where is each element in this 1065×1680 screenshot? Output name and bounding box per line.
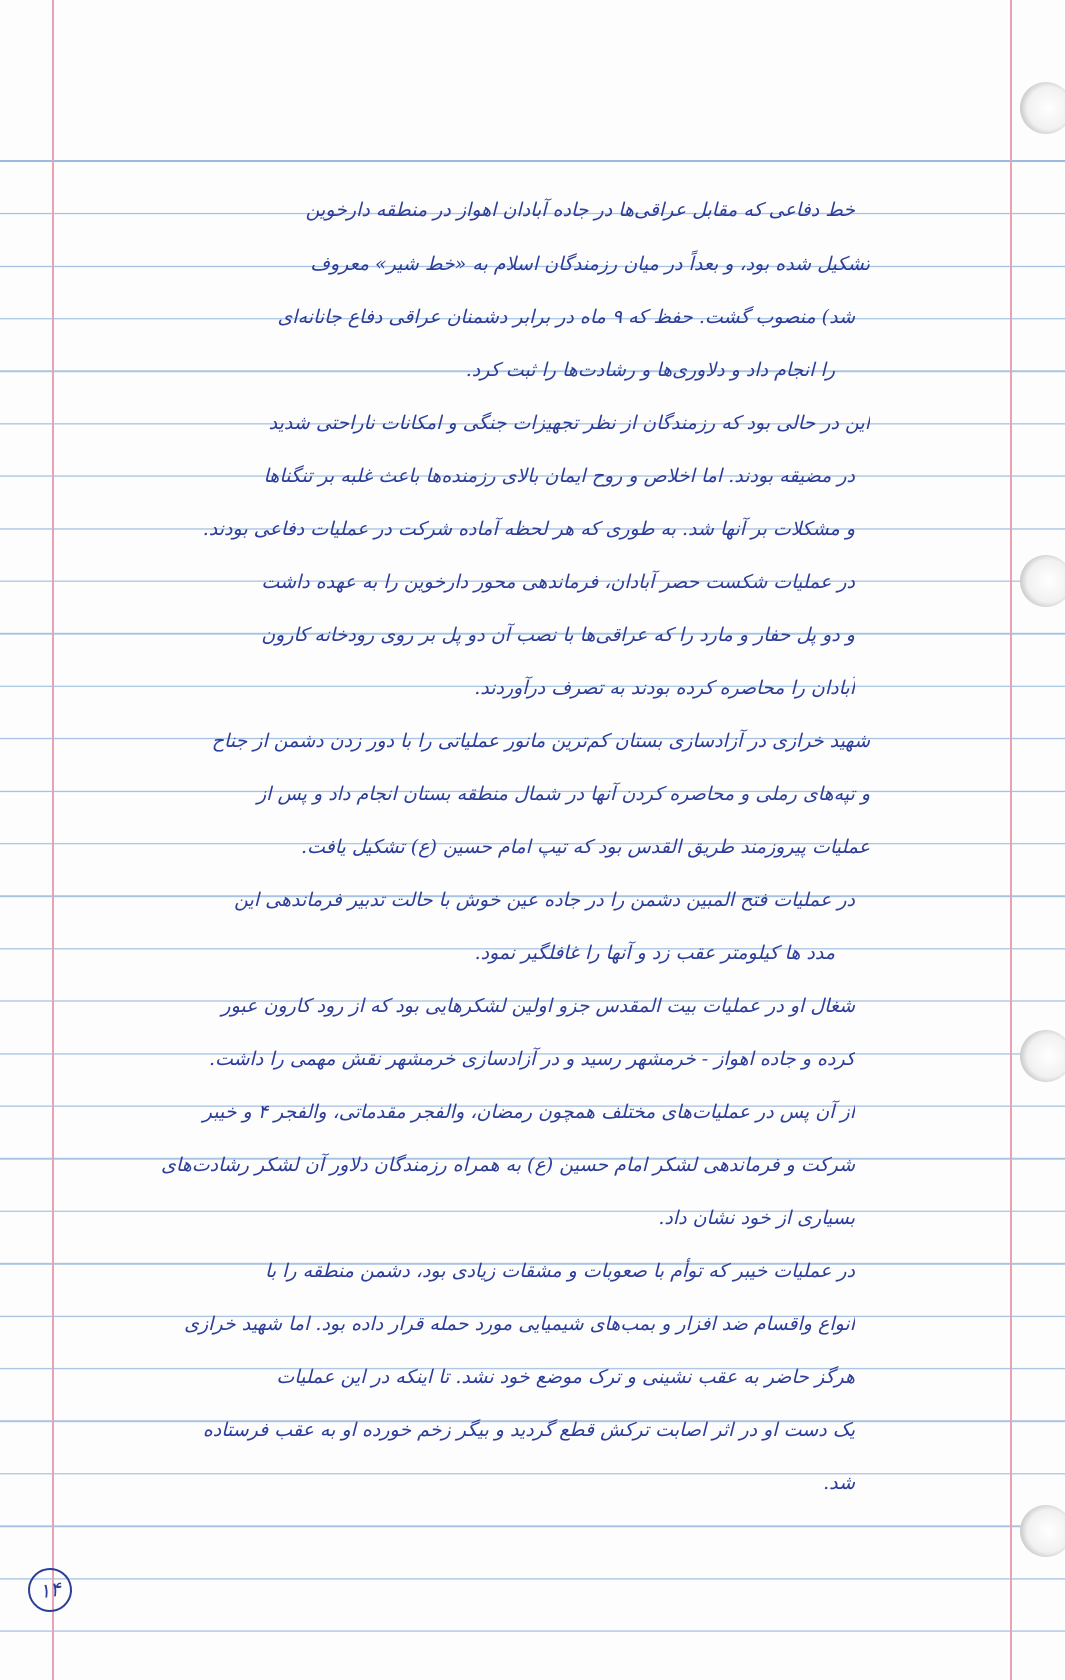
text-line: یک دست او در اثر اصابت ترکش قطع گردید و بیگر زخم خورده او به عقب فرستاده: [202, 1419, 855, 1441]
text-line: شد) منصوب گشت. حفظ که ۹ ماه در برابر دشمنان عراقی دفاع جانانه‌ای: [277, 306, 855, 328]
text-line: و دو پل حفار و مارد را که عراقی‌ها با نصب آن دو پل بر روی رودخانه کارون: [261, 624, 855, 646]
text-line: تشکیل شده بود، و بعداً در میان رزمندگان اسلام به «خط شیر» معروف: [310, 253, 870, 275]
text-line: در عملیات شکست حصر آبادان، فرماندهی محور دارخوین را به عهده داشت: [261, 571, 855, 593]
text-line: شغال او در عملیات بیت المقدس جزو اولین لشکرهایی بود که از رود کارون عبور: [221, 995, 855, 1017]
text-line: شهید خرازی در آزادسازی بستان کم‌ترین مانور عملیاتی را با دور زدن دشمن از جناح: [211, 730, 870, 752]
text-line: در مضیقه بودند. اما اخلاص و روح ایمان بالای رزمنده‌ها باعث غلبه بر تنگناها: [263, 465, 855, 487]
text-line: و مشکلات بر آنها شد. به طوری که هر لحظه آماده شرکت در عملیات دفاعی بودند.: [202, 518, 855, 540]
text-line: در عملیات خیبر که توأم با صعوبات و مشقات زیادی بود، دشمن منطقه را با: [265, 1260, 855, 1282]
text-line: بسیاری از خود نشان داد.: [658, 1207, 855, 1229]
text-line: آبادان را محاصره کرده بودند به تصرف درآوردند.: [474, 677, 855, 699]
text-line: و تپه‌های رملی و محاصره کردن آنها در شمال منطقه بستان انجام داد و پس از: [256, 783, 870, 805]
text-line: شد.: [823, 1472, 855, 1494]
text-line: عملیات پیروزمند طریق القدس بود که تیپ امام حسین (ع) تشکیل یافت.: [300, 836, 870, 858]
text-line: شرکت و فرماندهی لشکر امام حسین (ع) به همراه رزمندگان دلاور آن لشکر رشادت‌های: [161, 1154, 855, 1176]
text-line: را انجام داد و دلاوری‌ها و رشادت‌ها را ثبت کرد.: [465, 359, 835, 381]
text-line: مدد ها کیلومتر عقب زد و آنها را غافلگیر نمود.: [474, 942, 835, 964]
page-number: ۱۴: [25, 1565, 75, 1615]
text-line: کرده و جاده اهواز - خرمشهر رسید و در آزادسازی خرمشهر نقش مهمی را داشت.: [208, 1048, 855, 1070]
text-line: انواع واقسام ضد افزار و بمب‌های شیمیایی مورد حمله قرار داده بود. اما شهید خرازی: [184, 1313, 855, 1335]
text-line: هرگز حاضر به عقب نشینی و ترک موضع خود نشد. تا اینکه در این عملیات: [276, 1366, 855, 1388]
text-line: در عملیات فتح المبین دشمن را در جاده عین خوش با حالت تدبیر فرماندهی این: [234, 889, 855, 911]
text-line: این در حالی بود که رزمندگان از نظر تجهیزات جنگی و امکانات ناراحتی شدید: [268, 412, 870, 434]
text-line: خط دفاعی که مقابل عراقی‌ها در جاده آبادان اهواز در منطقه دارخوین: [305, 199, 855, 221]
text-line: از آن پس در عملیات‌های مختلف همچون رمضان، والفجر مقدماتی، والفجر ۴ و خیبر: [202, 1101, 855, 1123]
